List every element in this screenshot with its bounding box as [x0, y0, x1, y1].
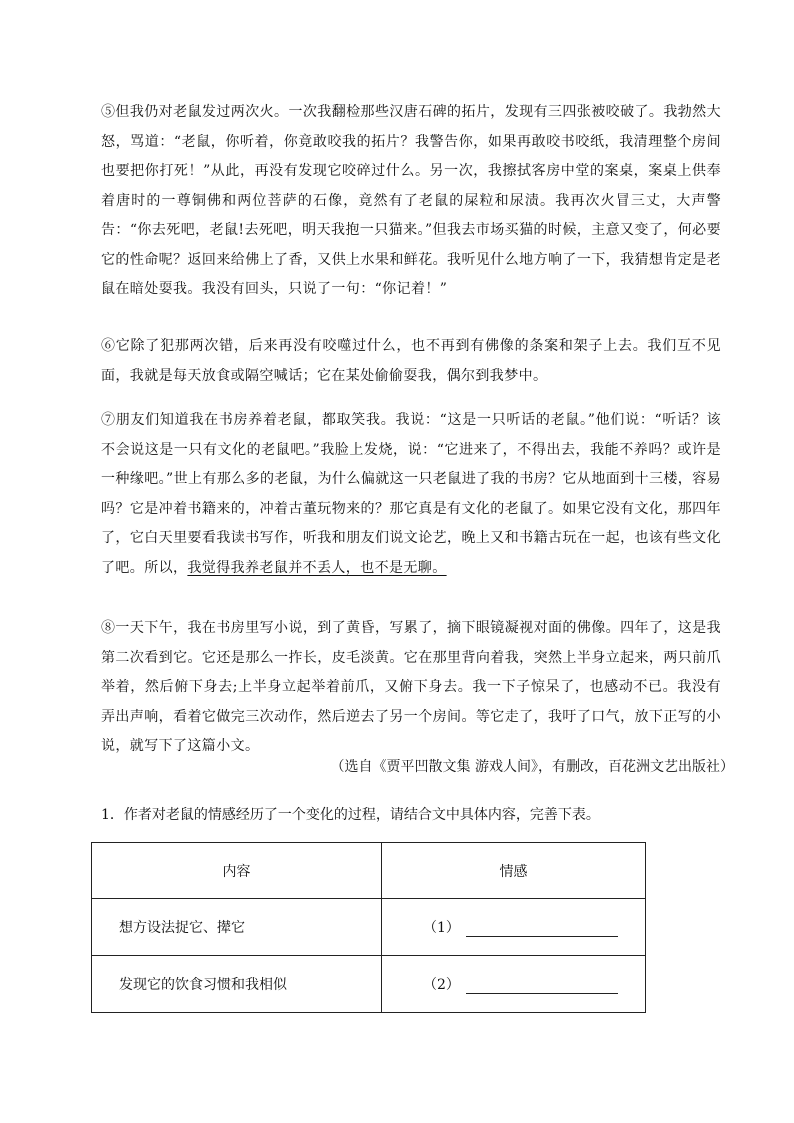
answer-label: （2） [423, 977, 460, 993]
header-content: 内容 [92, 843, 382, 899]
answer-blank[interactable] [466, 921, 618, 937]
paragraph-7-text: ⑦朋友们知道我在书房养着老鼠，都取笑我。我说：“这是一只听话的老鼠。”他们说：“听话？该不会说这是一只有文化的老鼠吧。”我脸上发烧，说：“它进来了，不得出去，我能不养吗？或许是一种缘吧。”世上有那么多的老鼠，为什么偏就这一只老鼠进了我的书房？它从地面到十三楼，容易吗？它是冲着书籍来的，冲着古董玩物来的？那它真是有文化的老鼠了。如果它没有文化，那四年了，它白天里要看我读书写作，听我和朋友们说文论艺，晚上又和书籍古玩在一起，也该有些文化了吧。所以， [101, 412, 721, 576]
table-header-row [92, 843, 646, 899]
paragraph-7 [101, 406, 721, 583]
answer-blank[interactable] [466, 978, 618, 994]
answer-cell[interactable] [382, 956, 646, 1013]
answer-label: （1） [423, 920, 460, 936]
question-1: 1．作者对老鼠的情感经历了一个变化的过程，请结合文中具体内容，完善下表。 [101, 807, 600, 823]
table-row [92, 899, 646, 956]
paragraph-5: ⑤但我仍对老鼠发过两次火。一次我翻检那些汉唐石碑的拓片，发现有三四张被咬破了。我勃然大怒，骂道：“老鼠，你听着，你竟敢咬我的拓片？我警告你，如果再敢咬书咬纸，我清理整个房间也要把你打死！”从此，再没有发现它咬碎过什么。另一次，我擦拭客房中堂的案桌，案桌上供奉着唐时的一尊铜佛和两位菩萨的石像，竟然有了老鼠的屎粒和尿渍。我再次火冒三丈，大声警告：“你去死吧，老鼠!去死吧，明天我抱一只猫来。”但我去市场买猫的时候，主意又变了，何必要它的性命呢？返回来给佛上了香，又供上水果和鲜花。我听见什么地方响了一下，我猜想肯定是老鼠在暗处耍我。我没有回头，只说了一句：“你记着！” [101, 104, 721, 297]
table-row [92, 956, 646, 1013]
header-emotion: 情感 [382, 843, 646, 899]
answer-cell[interactable] [382, 899, 646, 956]
answer-table [91, 842, 646, 1013]
paragraph-6: ⑥它除了犯那两次错，后来再没有咬噬过什么，也不再到有佛像的条案和架子上去。我们互不见面，我就是每天放食或隔空喊话；它在某处偷偷耍我，偶尔到我梦中。 [101, 338, 721, 384]
paragraph-7-underlined-sentence: 我觉得我养老鼠并不丢人，也不是无聊。 [187, 559, 447, 576]
row-content: 想方设法捉它、撵它 [92, 899, 382, 956]
source-citation: （选自《贾平凹散文集 游戏人间》，有删改，百花洲文艺出版社） [330, 759, 734, 775]
paragraph-8: ⑧一天下午，我在书房里写小说，到了黄昏，写累了，摘下眼镜凝视对面的佛像。四年了，这是我第二次看到它。它还是那么一拃长，皮毛淡黄。它在那里背向着我，突然上半身立起来，两只前爪举着，然后俯下身去;上半身立起举着前爪，又俯下身去。我一下子惊呆了，也感动不已。我没有弄出声响，看着它做完三次动作，然后逆去了另一个房间。等它走了，我吁了口气，放下正写的小说，就写下了这篇小文。 [101, 620, 721, 754]
row-content: 发现它的饮食习惯和我相似 [92, 956, 382, 1013]
